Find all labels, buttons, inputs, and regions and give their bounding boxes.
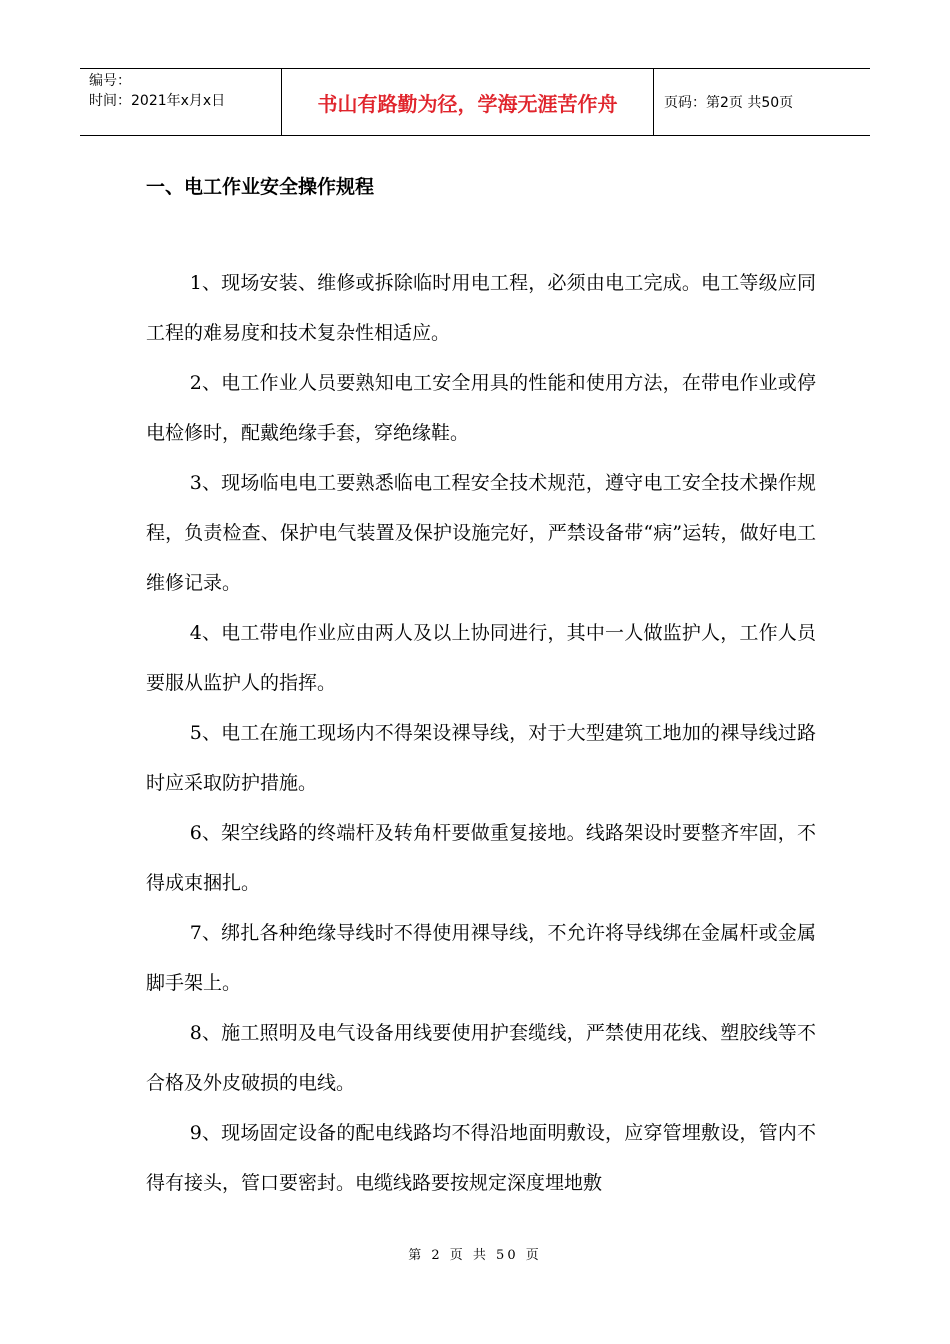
body-content <box>146 258 816 1208</box>
page-header <box>80 68 870 136</box>
header-slogan: 书山有路勤为径，学海无涯苦作舟 <box>282 69 654 135</box>
section-title: 一、电工作业安全操作规程 <box>146 176 375 198</box>
time-label: 时间：2021年x月x日 <box>89 93 226 109</box>
header-page-info: 页码：第2页 共50页 <box>664 95 794 111</box>
paragraph-8: 8、施工照明及电气设备用线要使用护套缆线，严禁使用花线、塑胶线等不合格及外皮破损的电线。 <box>146 1022 816 1094</box>
paragraph-3: 3、现场临电电工要熟悉临电工程安全技术规范，遵守电工安全技术操作规程，负责检查、保护电气装置及保护设施完好，严禁设备带“病”运转，做好电工维修记录。 <box>146 472 816 594</box>
header-meta <box>80 69 282 135</box>
paragraph-7: 7、绑扎各种绝缘导线时不得使用裸导线，不允许将导线绑在金属杆或金属脚手架上。 <box>146 922 816 994</box>
paragraph-2: 2、电工作业人员要熟知电工安全用具的性能和使用方法，在带电作业或停电检修时，配戴绝缘手套，穿绝缘鞋。 <box>146 372 816 444</box>
paragraph-4: 4、电工带电作业应由两人及以上协同进行，其中一人做监护人，工作人员要服从监护人的指挥。 <box>146 622 816 694</box>
code-label: 编号： <box>89 73 131 89</box>
paragraph-9: 9、现场固定设备的配电线路均不得沿地面明敷设，应穿管埋敷设，管内不得有接头，管口要密封。电缆线路要按规定深度埋地敷 <box>146 1122 816 1194</box>
paragraph-6: 6、架空线路的终端杆及转角杆要做重复接地。线路架设时要整齐牢固，不得成束捆扎。 <box>146 822 816 894</box>
page-footer: 第 2 页 共 50 页 <box>408 1248 542 1263</box>
paragraph-5: 5、电工在施工现场内不得架设裸导线，对于大型建筑工地加的裸导线过路时应采取防护措施。 <box>146 722 816 794</box>
paragraph-1: 1、现场安装、维修或拆除临时用电工程，必须由电工完成。电工等级应同工程的难易度和技术复杂性相适应。 <box>146 272 816 344</box>
